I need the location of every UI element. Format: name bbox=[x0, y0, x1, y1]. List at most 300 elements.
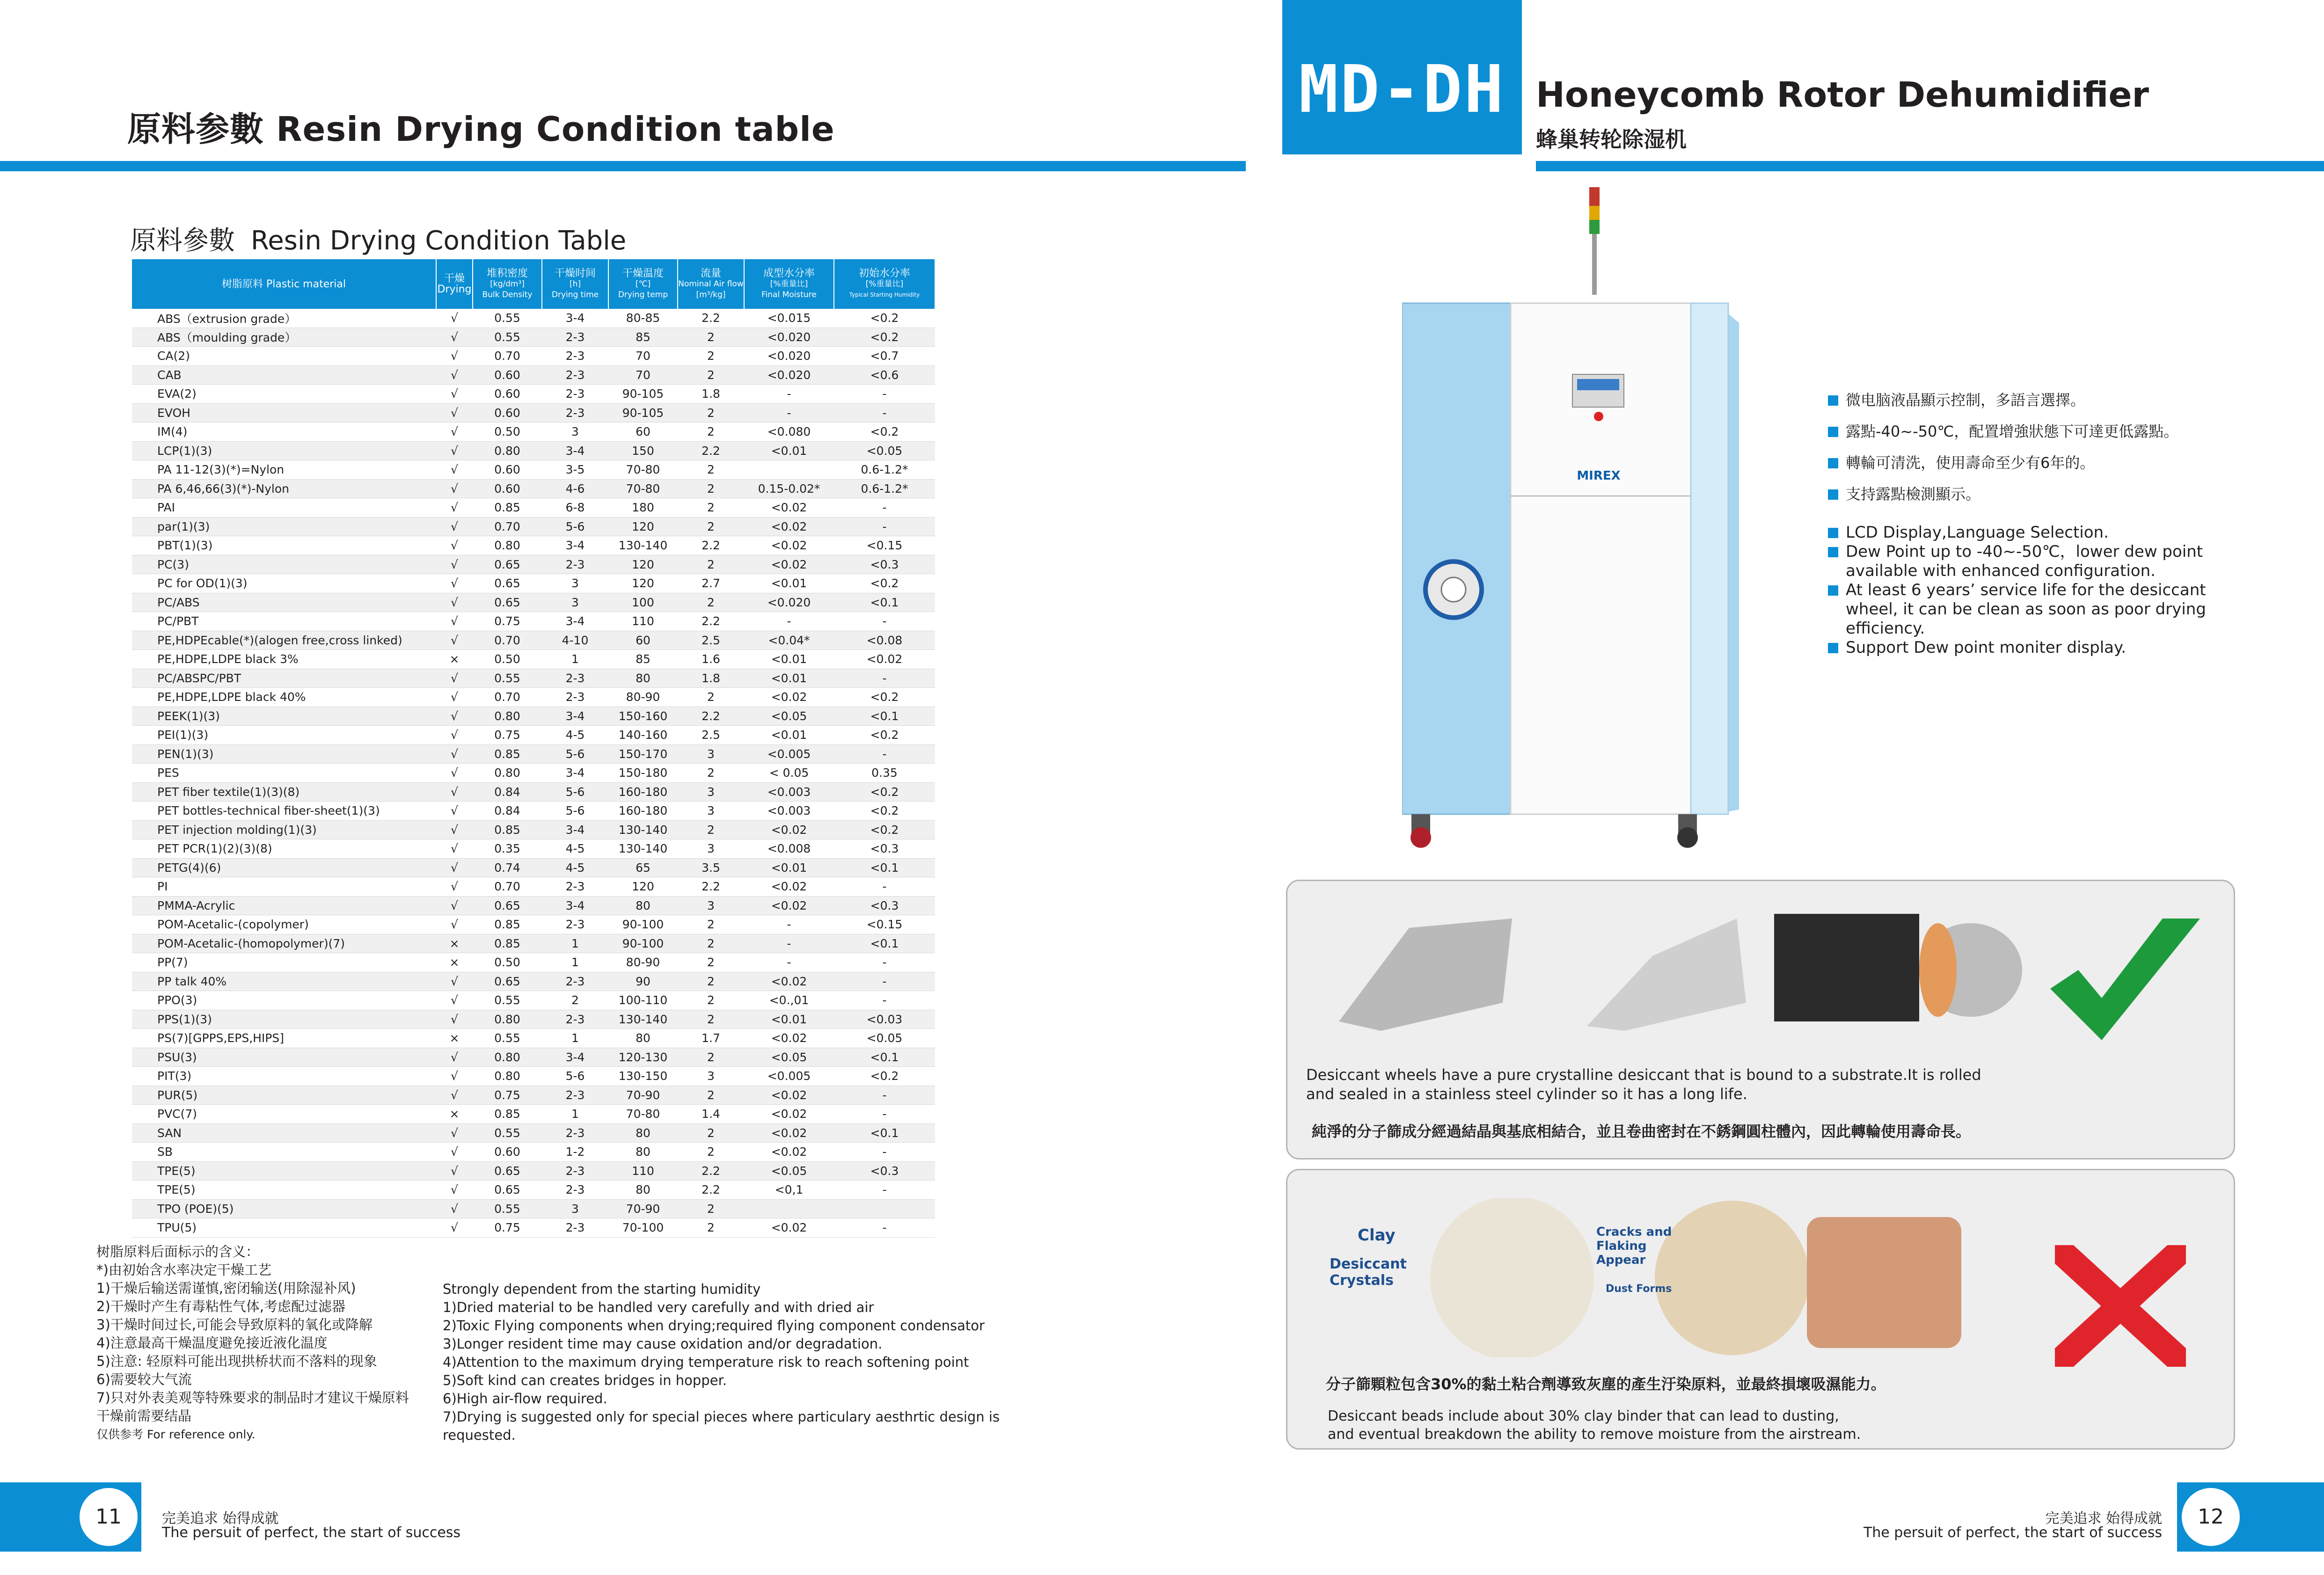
table-cell: <0.008 bbox=[744, 839, 834, 859]
table-cell: 2.2 bbox=[678, 877, 744, 897]
table-cell: 70 bbox=[608, 347, 678, 366]
table-cell: 150-160 bbox=[608, 707, 678, 726]
table-cell: <0.015 bbox=[744, 309, 834, 328]
table-row bbox=[132, 1123, 935, 1143]
table-row bbox=[132, 328, 935, 347]
table-cell: <0.04* bbox=[744, 631, 834, 650]
table-row bbox=[132, 1181, 935, 1200]
table-cell: <0.02 bbox=[744, 820, 834, 839]
table-cell: 2-3 bbox=[542, 688, 608, 707]
table-cell: 3 bbox=[542, 423, 608, 442]
label-appear: Appear bbox=[1596, 1253, 1646, 1267]
table-cell: 5-6 bbox=[542, 802, 608, 821]
table-cell: CA(2) bbox=[132, 347, 436, 366]
table-cell: 1 bbox=[542, 953, 608, 972]
table-cell: 2-3 bbox=[542, 328, 608, 347]
table-cell: 2.5 bbox=[678, 631, 744, 650]
table-cell: √ bbox=[436, 669, 473, 688]
table-cell: 180 bbox=[608, 498, 678, 518]
table-cell: √ bbox=[436, 858, 473, 877]
feature-cn-text: 支持露點檢測顯示。 bbox=[1846, 485, 1981, 503]
table-cell: 2 bbox=[678, 764, 744, 783]
table-cell: <0.3 bbox=[834, 896, 935, 915]
table-cell: √ bbox=[436, 802, 473, 821]
footer-slogan-cn-left: 完美追求 始得成就 bbox=[162, 1510, 279, 1527]
table-cell: √ bbox=[436, 479, 473, 498]
table-cell: - bbox=[744, 953, 834, 972]
table-cell: PUR(5) bbox=[132, 1086, 436, 1105]
table-row bbox=[132, 593, 935, 612]
crystal-image-2 bbox=[1587, 919, 1746, 1031]
note-en-item: 4)Attention to the maximum drying temperature risk to reach softening point bbox=[443, 1354, 969, 1370]
table-row bbox=[132, 1199, 935, 1218]
brand-code: MD-DH bbox=[1299, 51, 1505, 128]
table-cell: <0.2 bbox=[834, 328, 935, 347]
table-cell: 0.65 bbox=[473, 593, 542, 612]
table-row bbox=[132, 707, 935, 726]
table-cell: 3-4 bbox=[542, 536, 608, 555]
lcd-screen bbox=[1577, 379, 1619, 390]
table-cell: 120 bbox=[608, 517, 678, 536]
feature-cn-text: 微电脑液晶顯示控制，多語言選擇。 bbox=[1846, 391, 2086, 409]
table-cell: 2-3 bbox=[542, 365, 608, 385]
table-cell: 3 bbox=[542, 574, 608, 593]
table-cell: 0.85 bbox=[473, 1105, 542, 1124]
note-en-item: 7)Drying is suggested only for special pieces where particulary aesthrtic design is requested. bbox=[443, 1409, 1000, 1443]
table-cell: PIT(3) bbox=[132, 1067, 436, 1086]
table-cell: 2 bbox=[678, 479, 744, 498]
table-cell: 6-8 bbox=[542, 498, 608, 518]
table-cell: 0.65 bbox=[473, 574, 542, 593]
table-cell: <0.02 bbox=[744, 517, 834, 536]
table-cell: 0.65 bbox=[473, 555, 542, 574]
table-cell: 2.5 bbox=[678, 726, 744, 745]
feature-cn-item bbox=[1828, 385, 2178, 416]
table-cell: 0.55 bbox=[473, 991, 542, 1010]
table-cell: 3 bbox=[678, 1067, 744, 1086]
table-cell: 0.6-1.2* bbox=[834, 479, 935, 498]
desiccant-wheel-face bbox=[1919, 923, 1957, 1017]
table-cell: √ bbox=[436, 782, 473, 802]
crystal-image-1 bbox=[1339, 919, 1512, 1031]
table-cell: 3 bbox=[542, 1199, 608, 1218]
table-cell: <0.020 bbox=[744, 347, 834, 366]
table-row bbox=[132, 498, 935, 518]
feature-en-text: Dew Point up to -40~-50℃，lower dew point available with enhanced configuration. bbox=[1846, 542, 2203, 580]
feature-en-text: Support Dew point moniter display. bbox=[1846, 638, 2127, 657]
table-cell: - bbox=[834, 403, 935, 423]
table-cell: <0.3 bbox=[834, 555, 935, 574]
table-cell: 2 bbox=[678, 347, 744, 366]
table-cell: √ bbox=[436, 574, 473, 593]
table-cell: 3-4 bbox=[542, 309, 608, 328]
table-cell: 90 bbox=[608, 972, 678, 991]
table-cell: 2.2 bbox=[678, 1161, 744, 1181]
table-cell: 0.50 bbox=[473, 650, 542, 669]
table-cell: 140-160 bbox=[608, 726, 678, 745]
table-cell: 80 bbox=[608, 1181, 678, 1200]
table-cell: <0.3 bbox=[834, 1161, 935, 1181]
table-cell: <0.15 bbox=[834, 915, 935, 934]
table-cell: - bbox=[744, 385, 834, 404]
table-cell: √ bbox=[436, 764, 473, 783]
right-page-subtitle: 蜂巢转轮除湿机 bbox=[1536, 127, 1687, 152]
table-row bbox=[132, 1105, 935, 1124]
table-cell: 0.35 bbox=[473, 839, 542, 859]
table-row bbox=[132, 517, 935, 536]
bullet-square-icon bbox=[1828, 643, 1838, 653]
table-cell: √ bbox=[436, 385, 473, 404]
label-desiccant: Desiccant bbox=[1330, 1256, 1407, 1272]
table-cell: 65 bbox=[608, 858, 678, 877]
table-cell: 3-5 bbox=[542, 460, 608, 480]
table-cell: <0.02 bbox=[744, 1143, 834, 1162]
table-cell: 0.85 bbox=[473, 820, 542, 839]
table-cell: 0.50 bbox=[473, 423, 542, 442]
table-cell: 0.60 bbox=[473, 1143, 542, 1162]
col-header-final-moisture: 成型水分率 [%重量比] Final Moisture bbox=[744, 259, 834, 309]
table-row bbox=[132, 915, 935, 934]
table-cell: 120 bbox=[608, 574, 678, 593]
table-cell: PI bbox=[132, 877, 436, 897]
table-cell: 0.65 bbox=[473, 896, 542, 915]
bullet-square-icon bbox=[1828, 458, 1838, 468]
table-cell: PEI(1)(3) bbox=[132, 726, 436, 745]
table-cell: √ bbox=[436, 555, 473, 574]
table-cell: 0.84 bbox=[473, 782, 542, 802]
table-cell: PE,HDPE,LDPE black 3% bbox=[132, 650, 436, 669]
table-cell: 0.55 bbox=[473, 309, 542, 328]
table-cell: 2-3 bbox=[542, 877, 608, 897]
table-body bbox=[132, 309, 935, 1237]
table-cell: <0.05 bbox=[834, 1029, 935, 1048]
table-cell: IM(4) bbox=[132, 423, 436, 442]
table-cell: PAI bbox=[132, 498, 436, 518]
note-cn-item: 树脂原料后面标示的含义： bbox=[96, 1244, 260, 1260]
table-row bbox=[132, 1143, 935, 1162]
table-cell: <0.1 bbox=[834, 934, 935, 953]
table-cell: - bbox=[834, 385, 935, 404]
notes-en bbox=[443, 1280, 1051, 1444]
table-cell: <0.02 bbox=[744, 1086, 834, 1105]
table-cell: PS(7)[GPPS,EPS,HIPS] bbox=[132, 1029, 436, 1048]
table-cell: 90-105 bbox=[608, 403, 678, 423]
table-cell: PEEK(1)(3) bbox=[132, 707, 436, 726]
table-cell: EVA(2) bbox=[132, 385, 436, 404]
table-row bbox=[132, 782, 935, 802]
table-cell: √ bbox=[436, 347, 473, 366]
page-number-left: 11 bbox=[80, 1488, 138, 1546]
table-cell: 0.85 bbox=[473, 934, 542, 953]
table-cell: √ bbox=[436, 1143, 473, 1162]
table-cell: PA 6,46,66(3)(*)-Nylon bbox=[132, 479, 436, 498]
table-cell: 2-3 bbox=[542, 1218, 608, 1238]
table-cell: 4-5 bbox=[542, 858, 608, 877]
table-cell: 3 bbox=[678, 839, 744, 859]
table-cell: - bbox=[834, 1143, 935, 1162]
table-cell: 0.80 bbox=[473, 441, 542, 460]
table-cell: 2 bbox=[678, 991, 744, 1010]
table-cell: < 0.05 bbox=[744, 764, 834, 783]
table-row bbox=[132, 423, 935, 442]
table-cell: 3 bbox=[678, 744, 744, 764]
table-cell: <0.05 bbox=[744, 707, 834, 726]
table-cell: 1 bbox=[542, 1105, 608, 1124]
table-row bbox=[132, 479, 935, 498]
table-cell: 0.60 bbox=[473, 365, 542, 385]
table-cell: TPO (POE)(5) bbox=[132, 1199, 436, 1218]
table-cell: 2.2 bbox=[678, 441, 744, 460]
table-cell: 0.75 bbox=[473, 1086, 542, 1105]
table-cell: ABS（extrusion grade） bbox=[132, 309, 436, 328]
table-cell: 2 bbox=[678, 498, 744, 518]
table-cell: - bbox=[834, 877, 935, 897]
footer-slogan-en-left: The persuit of perfect, the start of success bbox=[162, 1524, 461, 1541]
table-cell: 3 bbox=[542, 593, 608, 612]
table-cell: 0.60 bbox=[473, 460, 542, 480]
table-row bbox=[132, 631, 935, 650]
table-cell: 3-4 bbox=[542, 1048, 608, 1067]
table-cell: PET bottles-technical fiber-sheet(1)(3) bbox=[132, 802, 436, 821]
signal-tower-pole bbox=[1592, 234, 1597, 295]
table-cell: √ bbox=[436, 1048, 473, 1067]
label-dust: Dust Forms bbox=[1606, 1283, 1672, 1295]
table-cell: 4-6 bbox=[542, 479, 608, 498]
table-cell: 3-4 bbox=[542, 764, 608, 783]
table-cell: 1 bbox=[542, 650, 608, 669]
table-row bbox=[132, 309, 935, 328]
table-cell: <0.2 bbox=[834, 726, 935, 745]
bullet-square-icon bbox=[1828, 489, 1838, 500]
table-cell: 70-80 bbox=[608, 1105, 678, 1124]
table-cell: 5-6 bbox=[542, 744, 608, 764]
bullet-square-icon bbox=[1828, 427, 1838, 437]
dehumidifier-machine-illustration bbox=[1402, 187, 1739, 861]
table-cell: 0.85 bbox=[473, 498, 542, 518]
table-cell: √ bbox=[436, 309, 473, 328]
table-cell: √ bbox=[436, 744, 473, 764]
table-cell: - bbox=[834, 991, 935, 1010]
table-row bbox=[132, 953, 935, 972]
signal-light-green bbox=[1589, 220, 1600, 234]
table-cell: 0.70 bbox=[473, 517, 542, 536]
table-cell: 80 bbox=[608, 1143, 678, 1162]
table-cell: <0.3 bbox=[834, 839, 935, 859]
table-cell: <0.7 bbox=[834, 347, 935, 366]
table-row bbox=[132, 460, 935, 480]
table-cell: 0.80 bbox=[473, 536, 542, 555]
table-cell: √ bbox=[436, 1161, 473, 1181]
table-cell: <0.,01 bbox=[744, 991, 834, 1010]
table-cell: PC/ABS bbox=[132, 593, 436, 612]
label-clay: Clay bbox=[1358, 1226, 1396, 1245]
table-cell: <0.02 bbox=[744, 688, 834, 707]
table-cell: 3 bbox=[678, 802, 744, 821]
table-cell: PETG(4)(6) bbox=[132, 858, 436, 877]
table-cell: √ bbox=[436, 460, 473, 480]
table-cell: 2 bbox=[678, 593, 744, 612]
table-cell: × bbox=[436, 953, 473, 972]
note-en-item: 6)High air-flow required. bbox=[443, 1391, 607, 1407]
notes-cn-list bbox=[96, 1243, 409, 1425]
table-cell: <0.02 bbox=[834, 650, 935, 669]
panel-bad-text-en: Desiccant beads include about 30% clay binder that can lead to dusting, and eventual breakdown the ability to remove moisture from the airstream. bbox=[1328, 1408, 1861, 1443]
table-cell: PA 11-12(3)(*)=Nylon bbox=[132, 460, 436, 480]
table-cell: PET injection molding(1)(3) bbox=[132, 820, 436, 839]
table-row bbox=[132, 839, 935, 859]
table-cell: 0.60 bbox=[473, 403, 542, 423]
table-row bbox=[132, 385, 935, 404]
note-en-item: 2)Toxic Flying components when drying;required flying component condensator bbox=[443, 1318, 985, 1334]
table-cell: <0.005 bbox=[744, 744, 834, 764]
table-cell: 2-3 bbox=[542, 915, 608, 934]
table-cell: 0.84 bbox=[473, 802, 542, 821]
table-cell: 2 bbox=[678, 688, 744, 707]
table-cell: <0.2 bbox=[834, 802, 935, 821]
table-cell: 2-3 bbox=[542, 1161, 608, 1181]
table-cell: 0.70 bbox=[473, 347, 542, 366]
table-cell: <0.003 bbox=[744, 802, 834, 821]
bead-cross-section-1 bbox=[1430, 1198, 1594, 1357]
table-cell: 120-130 bbox=[608, 1048, 678, 1067]
table-cell: 90-100 bbox=[608, 934, 678, 953]
right-header-rule bbox=[1536, 161, 2324, 171]
table-cell: PMMA-Acrylic bbox=[132, 896, 436, 915]
table-cell: 0.80 bbox=[473, 1010, 542, 1029]
table-cell: <0.03 bbox=[834, 1010, 935, 1029]
table-cell: 150-170 bbox=[608, 744, 678, 764]
table-cell: - bbox=[834, 1181, 935, 1200]
note-en-item: 3)Longer resident time may cause oxidation and/or degradation. bbox=[443, 1336, 883, 1352]
table-cell: 2.2 bbox=[678, 1181, 744, 1200]
hand-with-beads-image bbox=[1807, 1217, 1961, 1348]
table-cell: 0.55 bbox=[473, 1199, 542, 1218]
note-en-item: Strongly dependent from the starting humidity bbox=[443, 1281, 761, 1297]
feature-cn-item bbox=[1828, 479, 2178, 510]
table-cell: <0.01 bbox=[744, 726, 834, 745]
table-cell: 80 bbox=[608, 1029, 678, 1048]
table-row bbox=[132, 820, 935, 839]
table-row bbox=[132, 1048, 935, 1067]
table-cell: TPE(5) bbox=[132, 1161, 436, 1181]
table-cell: <0.020 bbox=[744, 328, 834, 347]
table-cell: 2 bbox=[678, 403, 744, 423]
table-cell: <0,1 bbox=[744, 1181, 834, 1200]
table-cell: √ bbox=[436, 1181, 473, 1200]
table-cell: 1-2 bbox=[542, 1143, 608, 1162]
table-cell: √ bbox=[436, 726, 473, 745]
table-cell: 2-3 bbox=[542, 347, 608, 366]
note-cn-item: 1)干燥后输送需谨慎,密闭输送(用除湿补风) bbox=[96, 1280, 356, 1296]
table-cell: 70-80 bbox=[608, 460, 678, 480]
table-cell bbox=[744, 460, 834, 480]
table-cell: 120 bbox=[608, 555, 678, 574]
table-cell: <0.02 bbox=[744, 1105, 834, 1124]
feature-en-text: At least 6 years’ service life for the desiccant wheel, it can be clean as soon as poor drying efficiency. bbox=[1846, 581, 2206, 638]
table-cell: 0.75 bbox=[473, 1218, 542, 1238]
table-cell: 3.5 bbox=[678, 858, 744, 877]
table-cell: 1 bbox=[542, 934, 608, 953]
table-cell: 5-6 bbox=[542, 1067, 608, 1086]
table-cell: <0.2 bbox=[834, 820, 935, 839]
air-inlet-filter bbox=[1441, 577, 1466, 602]
table-cell: PE,HDPE,LDPE black 40% bbox=[132, 688, 436, 707]
panel-honeycomb-wheel bbox=[1286, 880, 2235, 1159]
label-flaking: Flaking bbox=[1596, 1239, 1647, 1253]
table-cell: 3-4 bbox=[542, 441, 608, 460]
table-row bbox=[132, 612, 935, 631]
table-cell: 120 bbox=[608, 877, 678, 897]
caster-wheel-right-dark bbox=[1677, 827, 1698, 848]
table-cell: × bbox=[436, 1029, 473, 1048]
table-cell: 0.75 bbox=[473, 612, 542, 631]
table-cell: PPO(3) bbox=[132, 991, 436, 1010]
table-cell: SB bbox=[132, 1143, 436, 1162]
table-cell: - bbox=[834, 669, 935, 688]
bead-cross-section-2 bbox=[1655, 1201, 1809, 1355]
table-cell: 4-5 bbox=[542, 839, 608, 859]
table-cell: 150-180 bbox=[608, 764, 678, 783]
table-cell: PP talk 40% bbox=[132, 972, 436, 991]
table-cell: 0.75 bbox=[473, 726, 542, 745]
table-cell: 2-3 bbox=[542, 1181, 608, 1200]
table-cell: ABS（moulding grade） bbox=[132, 328, 436, 347]
table-cell: 70 bbox=[608, 365, 678, 385]
table-cell: PP(7) bbox=[132, 953, 436, 972]
table-cell: √ bbox=[436, 498, 473, 518]
cross-mark-icon bbox=[2055, 1245, 2186, 1367]
col-header-bulk-density: 堆积密度 [kg/dm³] Bulk Density bbox=[473, 259, 542, 309]
table-header-row bbox=[132, 259, 935, 309]
table-cell: 2 bbox=[542, 991, 608, 1010]
desiccant-images-good bbox=[1325, 909, 2027, 1031]
table-cell: EVOH bbox=[132, 403, 436, 423]
table-cell: 2 bbox=[678, 1010, 744, 1029]
notes-reference: 仅供参考 For reference only. bbox=[96, 1428, 256, 1441]
table-cell: <0.080 bbox=[744, 423, 834, 442]
feature-cn-text: 露點-40~-50℃，配置增強狀態下可達更低露點。 bbox=[1846, 423, 2179, 440]
table-cell: 2 bbox=[678, 953, 744, 972]
table-cell: 1.6 bbox=[678, 650, 744, 669]
left-title-cn: 原料参數 bbox=[127, 109, 264, 149]
table-cell: LCP(1)(3) bbox=[132, 441, 436, 460]
table-cell: <0.02 bbox=[744, 536, 834, 555]
table-cell: 80-85 bbox=[608, 309, 678, 328]
feature-en-item bbox=[1828, 542, 2235, 581]
panel-bad-text-cn: 分子篩顆粒包含30%的黏土粘合劑導致灰塵的產生汙染原料，並最終損壞吸濕能力。 bbox=[1326, 1375, 1886, 1393]
machine-logo: MIREX bbox=[1577, 469, 1621, 483]
table-cell: × bbox=[436, 650, 473, 669]
table-cell: CAB bbox=[132, 365, 436, 385]
left-title-en: Resin Drying Condition table bbox=[276, 109, 835, 149]
feature-en-item bbox=[1828, 523, 2235, 542]
bullet-square-icon bbox=[1828, 528, 1838, 538]
table-cell: √ bbox=[436, 839, 473, 859]
col-header-starting-humidity: 初始水分率 [%重量比] Typical Starting Humidity bbox=[834, 259, 935, 309]
table-cell: - bbox=[744, 403, 834, 423]
note-en-item: 1)Dried material to be handled very carefully and with dried air bbox=[443, 1299, 874, 1315]
label-cracks: Cracks and bbox=[1596, 1225, 1672, 1239]
table-cell: 80 bbox=[608, 896, 678, 915]
table-cell: 70-90 bbox=[608, 1086, 678, 1105]
table-cell: <0.02 bbox=[744, 877, 834, 897]
table-cell: <0.02 bbox=[744, 1123, 834, 1143]
cabinet-right-side bbox=[1691, 303, 1728, 814]
table-cell: 2 bbox=[678, 328, 744, 347]
honeycomb-mesh-image bbox=[1774, 914, 1919, 1021]
table-cell: √ bbox=[436, 1067, 473, 1086]
table-cell: 2 bbox=[678, 517, 744, 536]
